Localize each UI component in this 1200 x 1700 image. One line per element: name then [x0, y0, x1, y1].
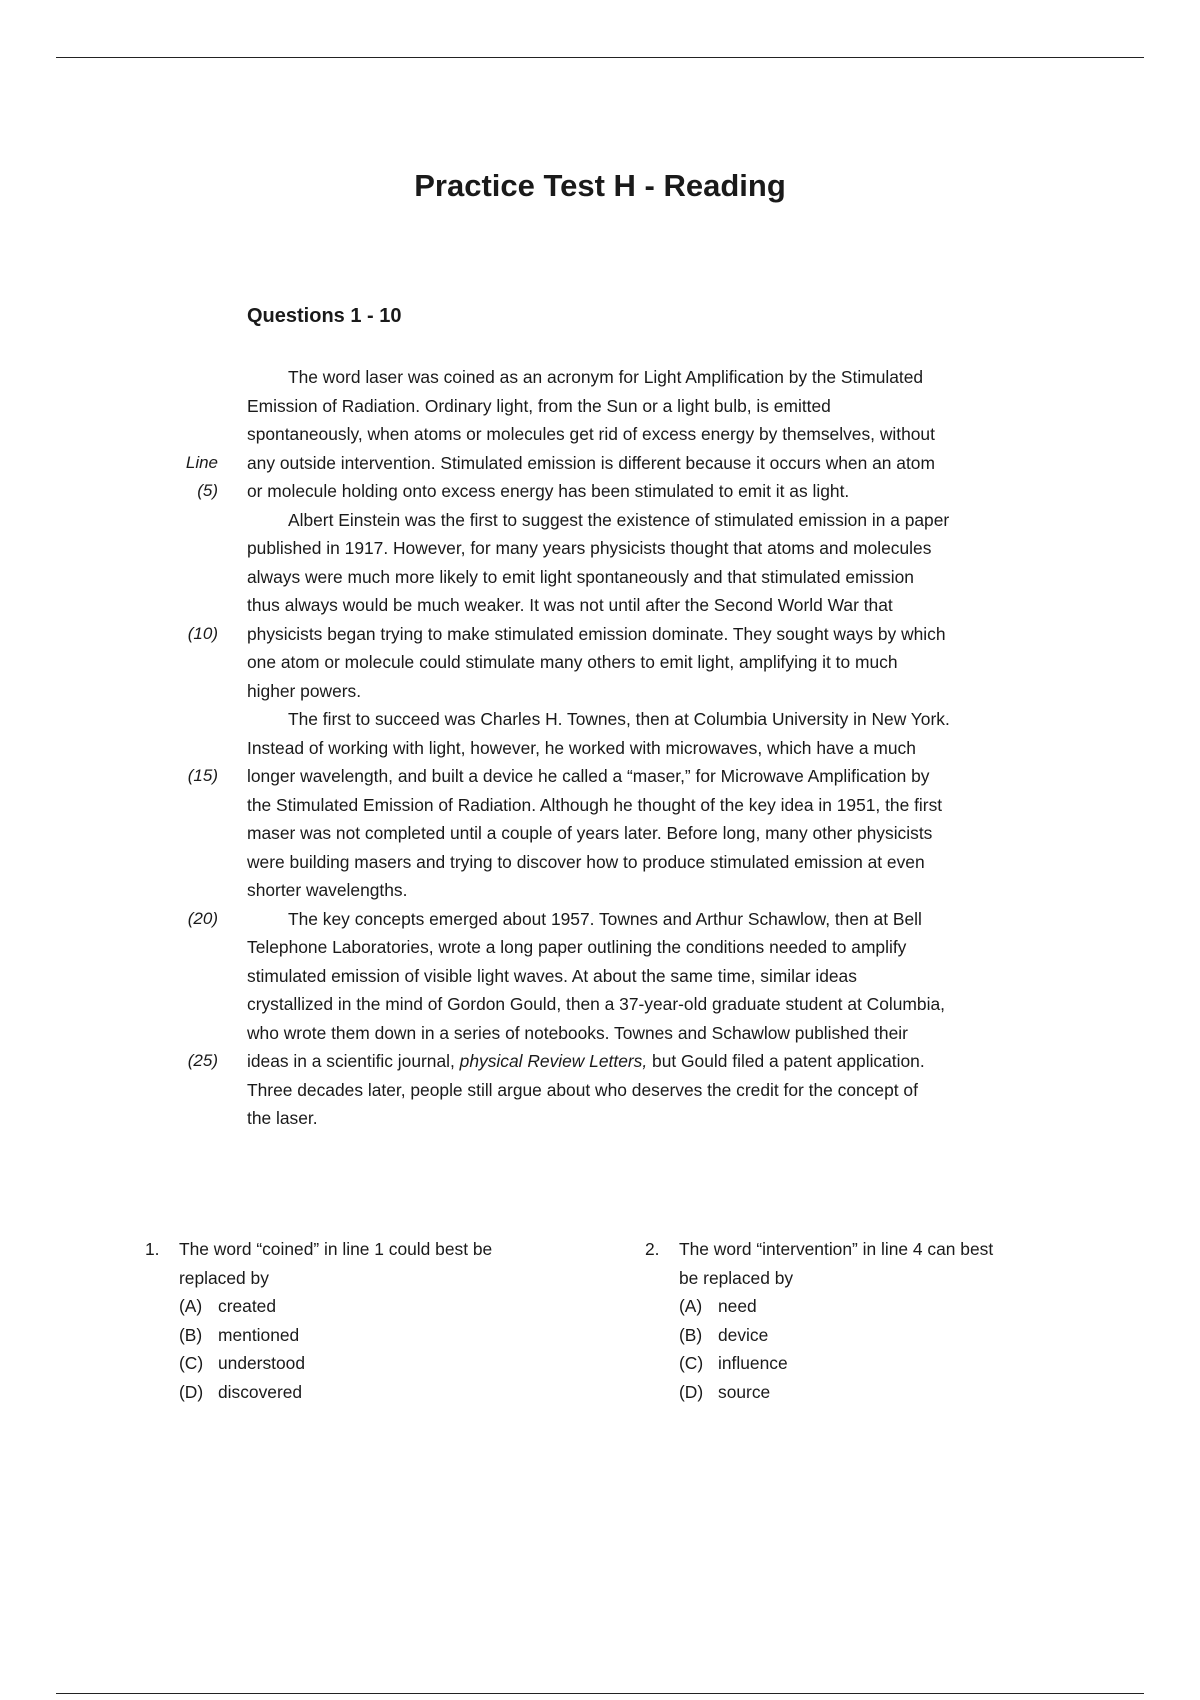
- question-stem: be replaced by: [679, 1267, 794, 1288]
- option-letter: (D): [179, 1381, 204, 1402]
- passage-line: [0, 848, 1200, 877]
- option-text: mentioned: [218, 1324, 300, 1345]
- passage-text: published in 1917. However, for many years physicists thought that atoms and molecules: [247, 538, 932, 558]
- passage-text: always were much more likely to emit light spontaneously and that stimulated emission: [247, 566, 914, 587]
- option-text: device: [718, 1324, 769, 1345]
- passage-line: [0, 648, 1200, 677]
- journal-title: physical Review Letters,: [459, 1051, 648, 1071]
- page-title: Practice Test H - Reading: [414, 168, 786, 203]
- passage-text-segment: but Gould filed a patent application.: [647, 1051, 925, 1071]
- passage-text: Instead of working with light, however, he worked with microwaves, which have a much: [247, 737, 916, 758]
- option-text: created: [218, 1296, 277, 1316]
- passage-line: [0, 620, 1200, 649]
- question-stem: replaced by: [179, 1267, 269, 1288]
- bottom-rule: [56, 1693, 1144, 1694]
- passage-line: [0, 506, 1200, 535]
- question-stem: The word “coined” in line 1 could best be: [179, 1239, 493, 1259]
- top-rule: [56, 57, 1144, 58]
- passage-line: [0, 962, 1200, 991]
- passage-text: thus always would be much weaker. It was not until after the Second World War that: [247, 595, 893, 615]
- option-text: influence: [718, 1353, 788, 1373]
- passage-text: crystallized in the mind of Gordon Gould, then a 37-year-old graduate student at Columbia,: [247, 994, 945, 1014]
- passage-text: shorter wavelengths.: [247, 880, 408, 900]
- passage-line: [0, 477, 1200, 506]
- passage-text: any outside intervention. Stimulated emission is different because it occurs when an atom: [247, 452, 935, 473]
- option-letter: (A): [179, 1296, 203, 1316]
- question-stem: The word “intervention” in line 4 can best: [679, 1239, 994, 1259]
- passage-line: [0, 1104, 1200, 1133]
- passage-text: stimulated emission of visible light waves. At about the same time, similar ideas: [247, 965, 857, 986]
- passage-line: [0, 363, 1200, 392]
- passage-text: Telephone Laboratories, wrote a long paper outlining the conditions needed to amplify: [247, 937, 907, 957]
- passage-line: [0, 591, 1200, 620]
- option-text: source: [718, 1381, 771, 1402]
- passage-line: [0, 563, 1200, 592]
- passage-line: [0, 449, 1200, 478]
- passage-text: one atom or molecule could stimulate many others to emit light, amplifying it to much: [247, 652, 898, 672]
- passage-text: the Stimulated Emission of Radiation. Although he thought of the key idea in 1951, the first: [247, 794, 943, 815]
- option-letter: (B): [179, 1324, 203, 1345]
- passage-line: [0, 1019, 1200, 1048]
- line-number: (5): [197, 481, 218, 500]
- passage-line: [0, 392, 1200, 421]
- passage-text: [247, 1047, 925, 1076]
- passage-line: [0, 819, 1200, 848]
- passage-text: longer wavelength, and built a device he called a “maser,” for Microwave Amplification by: [247, 766, 930, 786]
- passage-text: The first to succeed was Charles H. Townes, then at Columbia University in New York.: [288, 709, 950, 729]
- passage-line: [0, 705, 1200, 734]
- passage-line: [0, 990, 1200, 1019]
- passage-text: spontaneously, when atoms or molecules get rid of excess energy by themselves, without: [247, 424, 935, 444]
- option-letter: (D): [679, 1381, 704, 1402]
- line-number: (25): [187, 1051, 218, 1070]
- option-text: understood: [218, 1353, 306, 1373]
- passage-line: [0, 762, 1200, 791]
- passage-text: Emission of Radiation. Ordinary light, from the Sun or a light bulb, is emitted: [247, 395, 831, 416]
- passage-line: [0, 734, 1200, 763]
- passage-text: Albert Einstein was the first to suggest the existence of stimulated emission in a paper: [288, 509, 950, 530]
- line-number: (10): [187, 623, 218, 643]
- passage-line: [0, 905, 1200, 934]
- passage-text: higher powers.: [247, 680, 362, 701]
- passage-text: the laser.: [247, 1108, 318, 1128]
- option-letter: (A): [679, 1296, 703, 1316]
- passage-text: The key concepts emerged about 1957. Townes and Arthur Schawlow, then at Bell: [288, 908, 922, 929]
- passage-line: [0, 933, 1200, 962]
- line-number: Line: [185, 452, 218, 472]
- passage-line: [0, 1047, 1200, 1076]
- passage-line: [0, 420, 1200, 449]
- option-text: need: [718, 1296, 757, 1316]
- option-letter: (B): [679, 1324, 703, 1345]
- question-number: 2.: [645, 1239, 660, 1259]
- passage-line: [0, 677, 1200, 706]
- passage-text: were building masers and trying to discover how to produce stimulated emission at even: [247, 851, 925, 872]
- passage-text: Three decades later, people still argue about who deserves the credit for the concept of: [247, 1079, 918, 1100]
- line-number: (15): [187, 766, 218, 785]
- passage-line: [0, 1076, 1200, 1105]
- line-number: (20): [187, 908, 218, 928]
- passage-text: who wrote them down in a series of notebooks. Townes and Schawlow published their: [247, 1022, 908, 1043]
- question-number: 1.: [145, 1239, 160, 1259]
- reading-passage: [0, 363, 1200, 1133]
- passage-text: maser was not completed until a couple of years later. Before long, many other physicists: [247, 823, 933, 843]
- option-text: discovered: [218, 1381, 303, 1402]
- questions-heading: Questions 1 - 10: [247, 305, 402, 327]
- passage-line: [0, 534, 1200, 563]
- passage-text: or molecule holding onto excess energy has been stimulated to emit it as light.: [247, 481, 850, 501]
- passage-line: [0, 791, 1200, 820]
- passage-text: The word laser was coined as an acronym for Light Amplification by the Stimulated: [288, 367, 924, 387]
- option-letter: (C): [179, 1353, 204, 1373]
- passage-text: physicists began trying to make stimulated emission dominate. They sought ways by which: [247, 623, 946, 644]
- passage-text-segment: ideas in a scientific journal,: [247, 1051, 460, 1071]
- option-letter: (C): [679, 1353, 704, 1373]
- passage-line: [0, 876, 1200, 905]
